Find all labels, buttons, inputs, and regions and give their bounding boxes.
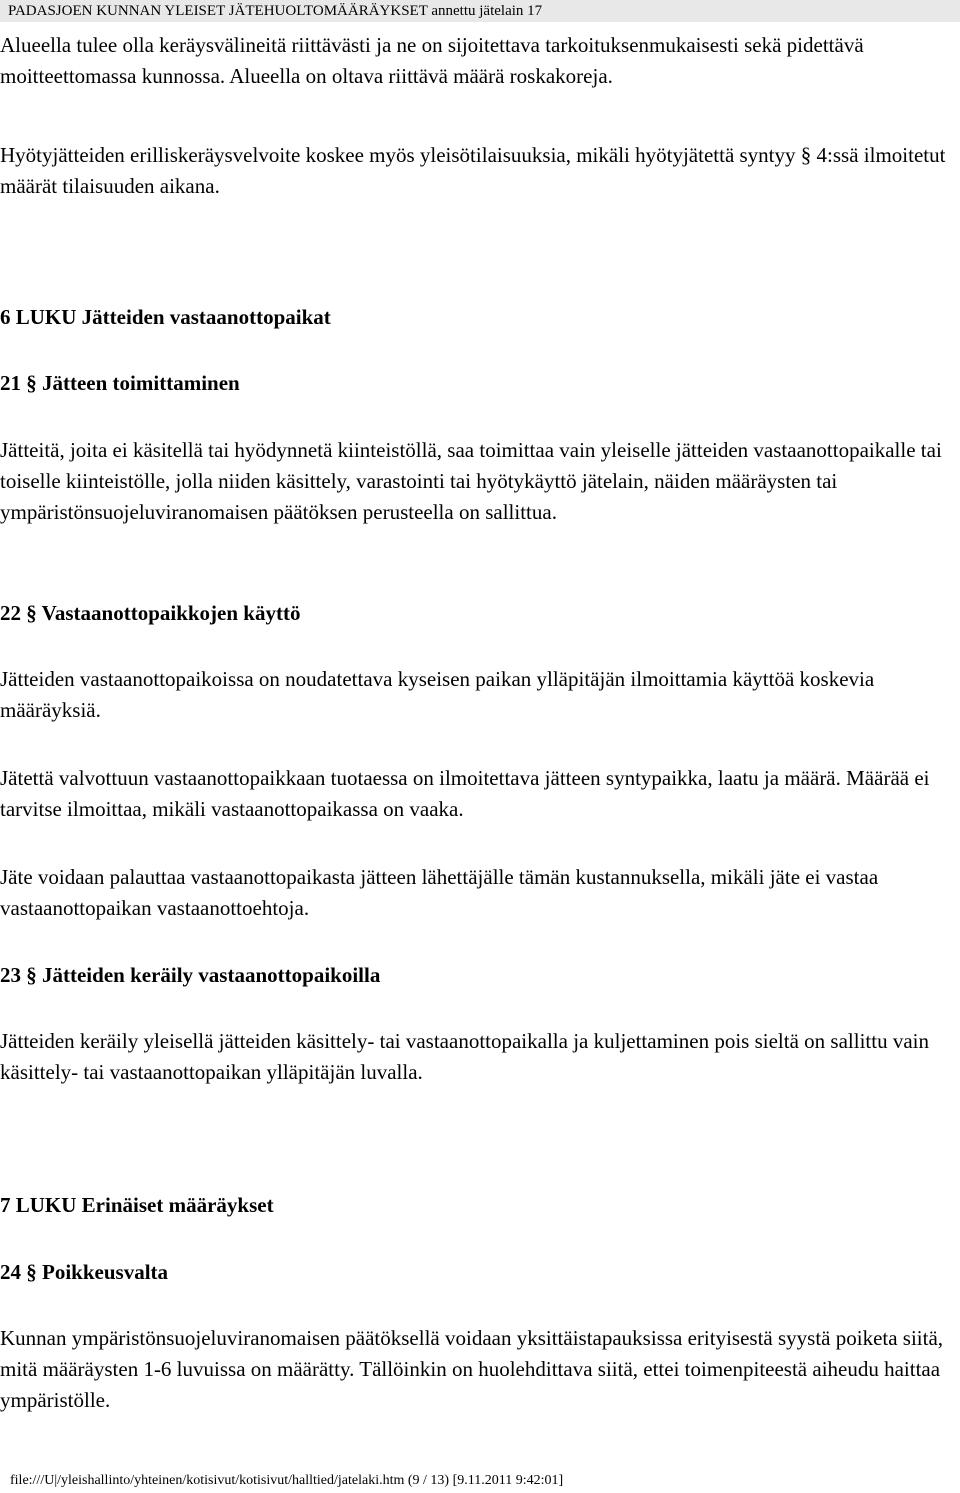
section-22-heading: 22 § Vastaanottopaikkojen käyttö (0, 601, 301, 625)
section-22-paragraph-2: Jätettä valvottuun vastaanottopaikkaan tuotaessa on ilmoitettava jätteen syntypaikka, laatu ja määrä. Määrää ei tarvitse ilmoittaa, mikäli vastaanottopaikassa on vaaka. (0, 766, 930, 821)
section-23-heading: 23 § Jätteiden keräily vastaanottopaikoilla (0, 963, 381, 987)
section-22-paragraph-1: Jätteiden vastaanottopaikoissa on noudatettava kyseisen paikan ylläpitäjän ilmoittamia käyttöä koskevia määräyksiä. (0, 667, 875, 722)
page-header-title: PADASJOEN KUNNAN YLEISET JÄTEHUOLTOMÄÄRÄYKSET annettu jätelain 17 (8, 3, 543, 19)
section-21-heading: 21 § Jätteen toimittaminen (0, 371, 240, 395)
intro-paragraph-1: Alueella tulee olla keräysvälineitä riittävästi ja ne on sijoitettava tarkoituksenmukaisesti sekä pidettävä moitteettomassa kunnossa. Alueella on oltava riittävä määrä roskakoreja. (0, 33, 864, 88)
page-header-bar (0, 0, 960, 22)
section-21-paragraph: Jätteitä, joita ei käsitellä tai hyödynnetä kiinteistöllä, saa toimittaa vain yleiselle jätteiden vastaanottopaikalle tai toiselle kiinteistölle, jolla niiden käsittely, varastointi tai hyötykäyttö jätelain, näiden määräysten tai ympäristönsuojeluviranomaisen päätöksen perusteella on sallittua. (0, 438, 942, 524)
section-24-heading: 24 § Poikkeusvalta (0, 1260, 169, 1284)
section-22-paragraph-3: Jäte voidaan palauttaa vastaanottopaikasta jätteen lähettäjälle tämän kustannuksella, mikäli jäte ei vastaa vastaanottopaikan vastaanottoehtoja. (0, 865, 879, 920)
section-24-paragraph: Kunnan ympäristönsuojeluviranomaisen päätöksellä voidaan yksittäistapauksissa erityisestä syystä poiketa siitä, mitä määräysten 1-6 luvuissa on määrätty. Tällöinkin on huolehdittava siitä, ettei toimenpiteestä aiheudu haittaa ympäristölle. (0, 1326, 944, 1412)
chapter-6-title: 6 LUKU Jätteiden vastaanottopaikat (0, 305, 331, 329)
chapter-7-title: 7 LUKU Erinäiset määräykset (0, 1193, 274, 1217)
file-path-footer: file:///U|/yleishallinto/yhteinen/kotisivut/kotisivut/halltied/jatelaki.htm (9 / 13) [9.11.2011 9:42:01] (10, 1473, 564, 1488)
section-23-paragraph: Jätteiden keräily yleisellä jätteiden käsittely- tai vastaanottopaikalla ja kuljettaminen pois sieltä on sallittu vain käsittely- tai vastaanottopaikan ylläpitäjän luvalla. (0, 1029, 929, 1084)
intro-paragraph-2: Hyötyjätteiden erilliskeräysvelvoite koskee myös yleisötilaisuuksia, mikäli hyötyjätettä syntyy § 4:ssä ilmoitetut määrät tilaisuuden aikana. (0, 143, 946, 198)
